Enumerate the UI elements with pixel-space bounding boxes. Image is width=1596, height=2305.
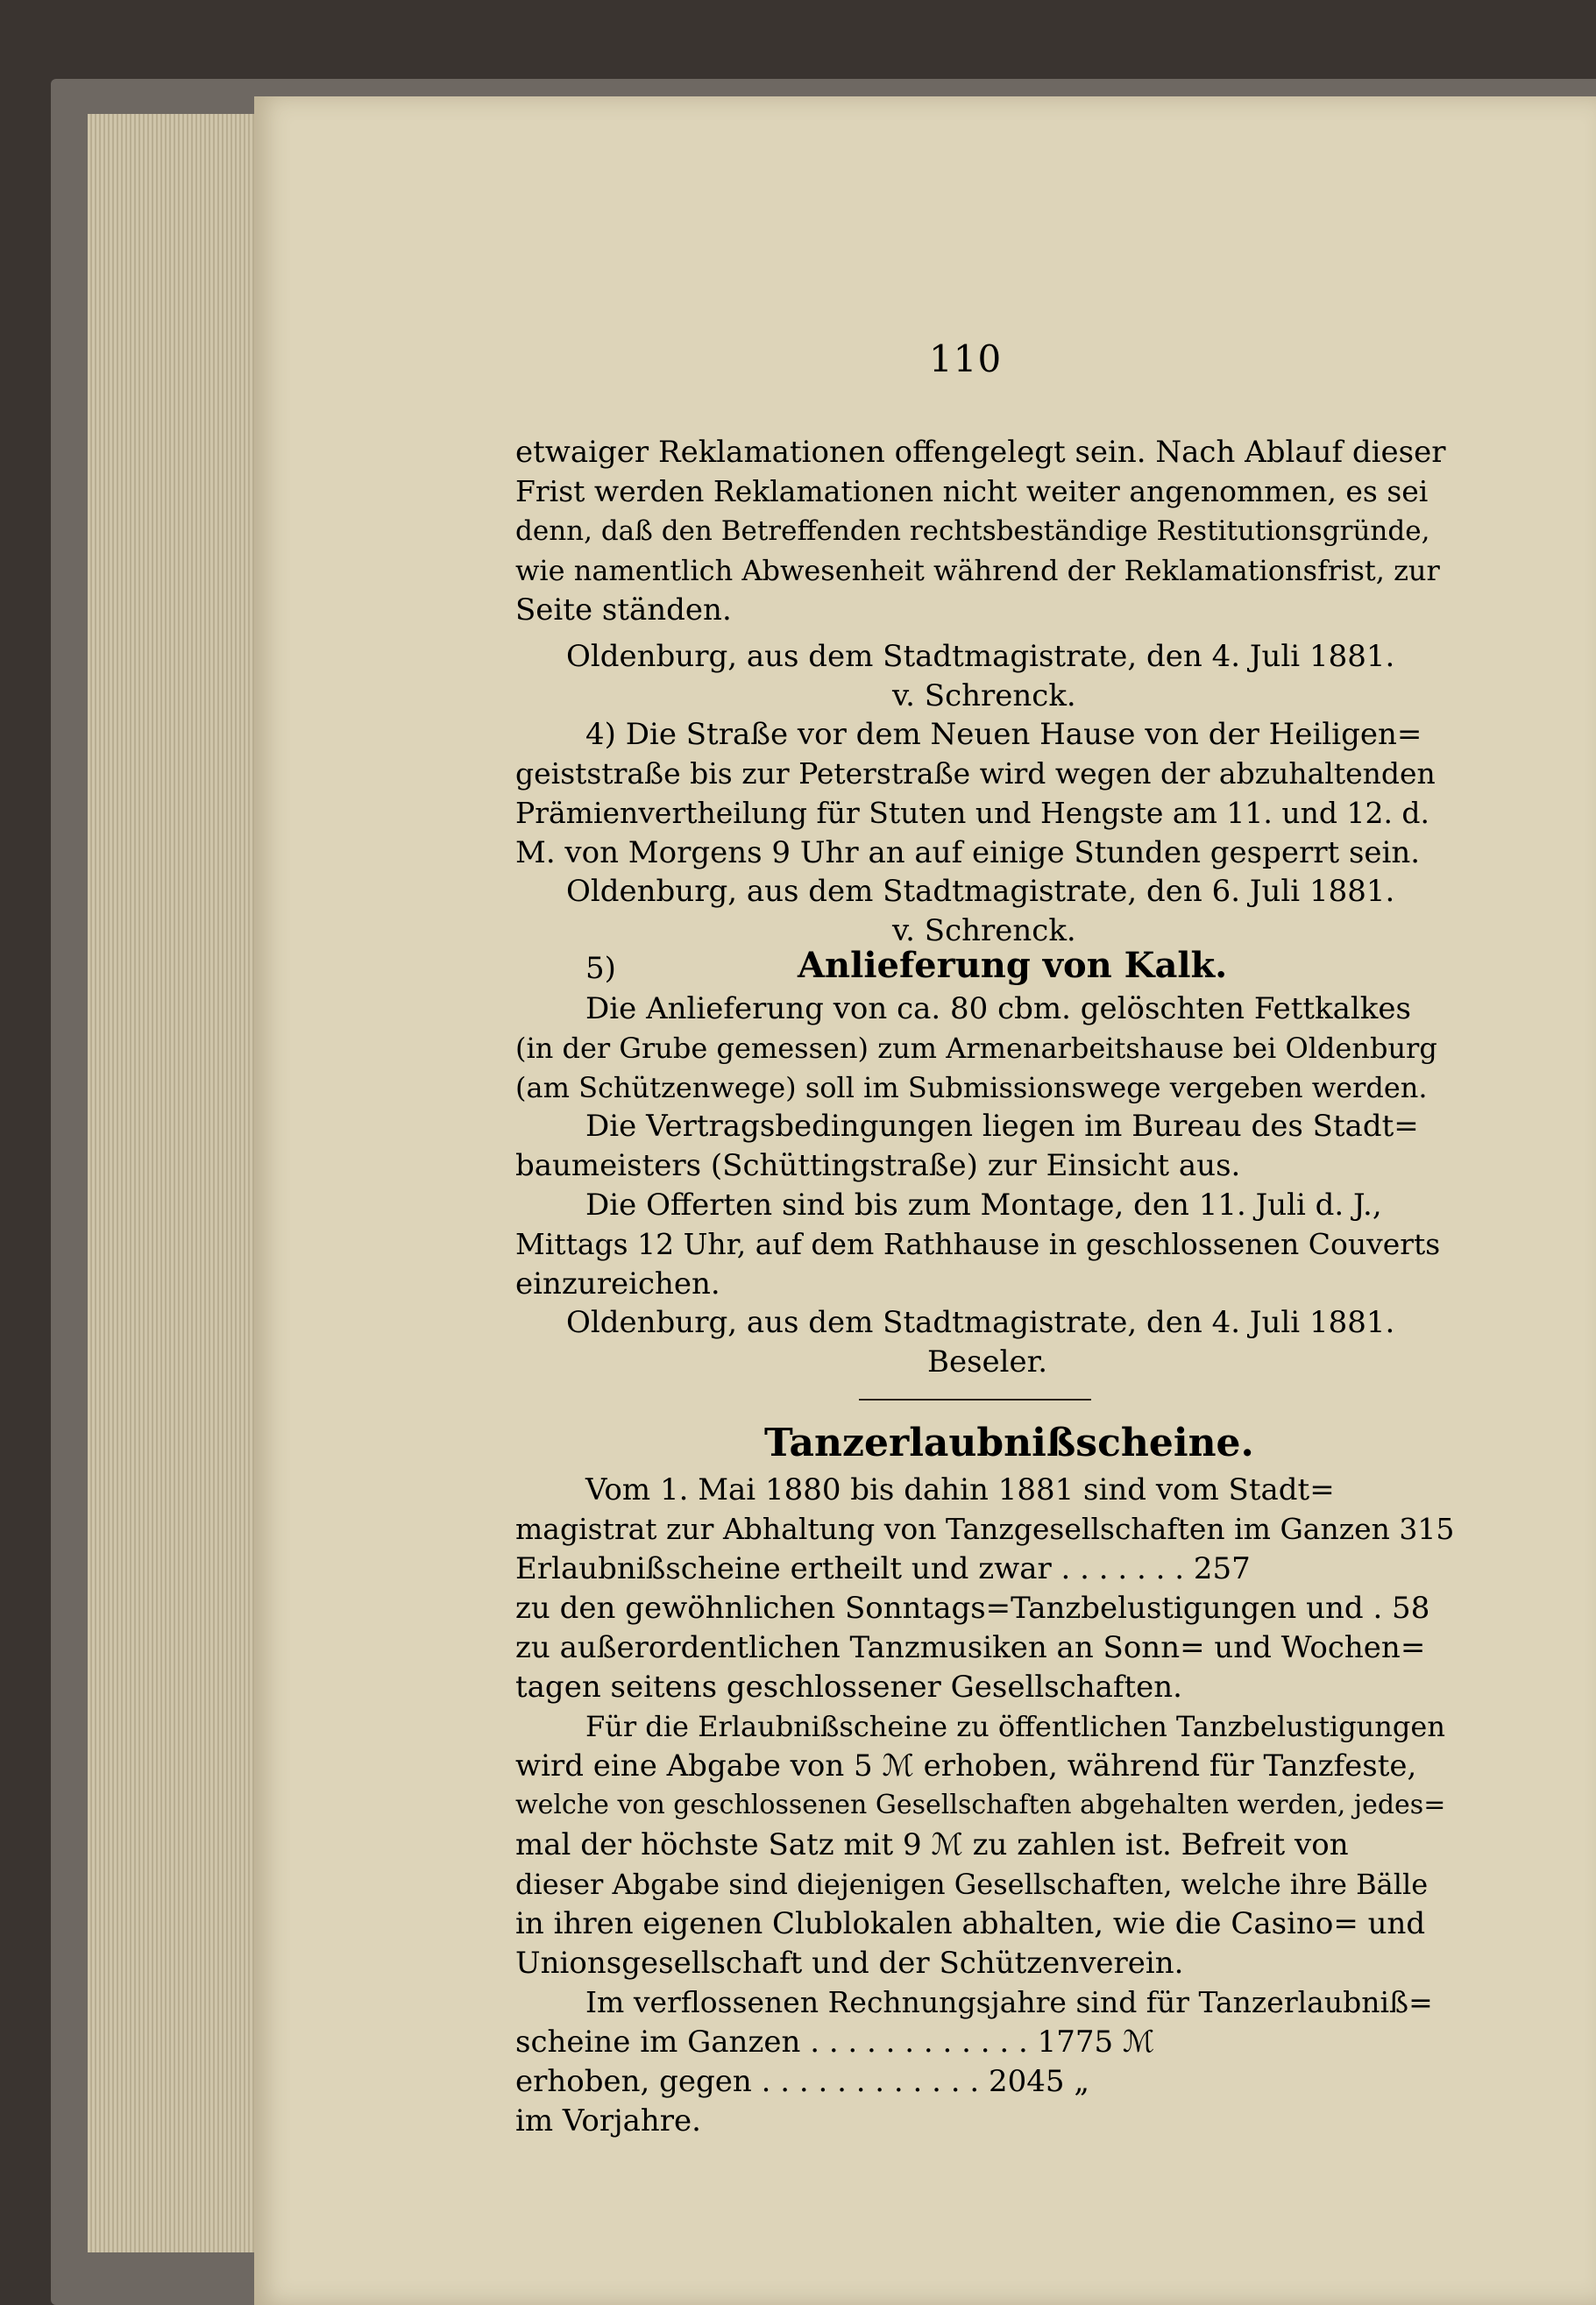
section-heading: Anlieferung von Kalk.	[798, 945, 1228, 986]
text-line: etwaiger Reklamationen offengelegt sein. Nach Ablauf dieser	[515, 435, 1446, 470]
text-line: erhoben, gegen . . . . . . . . . . . . 2045 „	[515, 2064, 1089, 2099]
text-line: Im verflossenen Rechnungsjahre sind für Tanzerlaubniß=	[585, 1985, 1433, 2019]
text-line: scheine im Ganzen . . . . . . . . . . . . 1775 ℳ	[515, 2025, 1155, 2060]
text-line: geiststraße bis zur Peterstraße wird wegen der abzuhaltenden	[515, 756, 1436, 791]
text-line: (in der Grube gemessen) zum Armenarbeitshause bei Oldenburg	[515, 1032, 1437, 1065]
text-line: Die Offerten sind bis zum Montage, den 11. Juli d. J.,	[585, 1188, 1382, 1223]
signature-name: v. Schrenck.	[892, 678, 1076, 713]
signature-name: Beseler.	[927, 1344, 1047, 1379]
section-divider	[859, 1399, 1091, 1401]
text-line: 4) Die Straße vor dem Neuen Hause von der Heiligen=	[585, 717, 1422, 752]
text-line: Prämienvertheilung für Stuten und Hengste am 11. und 12. d.	[515, 796, 1430, 830]
text-line: in ihren eigenen Clublokalen abhalten, wie die Casino= und	[515, 1906, 1426, 1941]
text-line: zu außerordentlichen Tanzmusiken an Sonn= und Wochen=	[515, 1630, 1426, 1665]
signature-name: v. Schrenck.	[892, 913, 1076, 948]
text-line: magistrat zur Abhaltung von Tanzgesellschaften im Ganzen 315	[515, 1512, 1455, 1546]
text-line: Oldenburg, aus dem Stadtmagistrate, den 4. Juli 1881.	[566, 639, 1395, 674]
text-line: tagen seitens geschlossener Gesellschaften.	[515, 1670, 1182, 1705]
text-line: denn, daß den Betreffenden rechtsbeständige Restitutionsgründe,	[515, 515, 1430, 547]
text-line: Frist werden Reklamationen nicht weiter angenommen, es sei	[515, 474, 1429, 508]
text-line: im Vorjahre.	[515, 2103, 701, 2138]
text-line: welche von geschlossenen Gesellschaften abgehalten werden, jedes=	[515, 1790, 1446, 1820]
text-line: zu den gewöhnlichen Sonntags=Tanzbelustigungen und . 58	[515, 1591, 1430, 1626]
text-line: Unionsgesellschaft und der Schützenverein.	[515, 1946, 1184, 1981]
text-line: mal der höchste Satz mit 9 ℳ zu zahlen ist. Befreit von	[515, 1827, 1349, 1862]
text-line: Oldenburg, aus dem Stadtmagistrate, den 4. Juli 1881.	[566, 1305, 1395, 1340]
text-line: Seite ständen.	[515, 592, 732, 628]
page-number: 110	[929, 337, 1003, 380]
text-line: M. von Morgens 9 Uhr an auf einige Stunden gesperrt sein.	[515, 835, 1421, 870]
text-line: Erlaubnißscheine ertheilt und zwar . . . . . . . 257	[515, 1551, 1251, 1586]
text-line: (am Schützenwege) soll im Submissionswege vergeben werden.	[515, 1071, 1428, 1104]
text-line: einzureichen.	[515, 1266, 720, 1301]
page-edges	[88, 114, 263, 2252]
text-line: Für die Erlaubnißscheine zu öffentlichen Tanzbelustigungen	[585, 1710, 1445, 1743]
section-heading: Tanzerlaubnißscheine.	[764, 1421, 1254, 1465]
text-line: dieser Abgabe sind diejenigen Gesellschaften, welche ihre Bälle	[515, 1868, 1429, 1901]
section-number: 5)	[585, 951, 616, 986]
text-line: baumeisters (Schüttingstraße) zur Einsicht aus.	[515, 1148, 1241, 1183]
text-line: Vom 1. Mai 1880 bis dahin 1881 sind vom Stadt=	[585, 1472, 1335, 1507]
text-line: wird eine Abgabe von 5 ℳ erhoben, während für Tanzfeste,	[515, 1748, 1417, 1784]
text-line: wie namentlich Abwesenheit während der Reklamationsfrist, zur	[515, 554, 1440, 587]
text-line: Mittags 12 Uhr, auf dem Rathhause in geschlossenen Couverts	[515, 1227, 1441, 1261]
text-line: Die Vertragsbedingungen liegen im Bureau des Stadt=	[585, 1109, 1419, 1144]
text-line: Oldenburg, aus dem Stadtmagistrate, den 6. Juli 1881.	[566, 874, 1395, 909]
text-line: Die Anlieferung von ca. 80 cbm. gelöschten Fettkalkes	[585, 991, 1411, 1026]
